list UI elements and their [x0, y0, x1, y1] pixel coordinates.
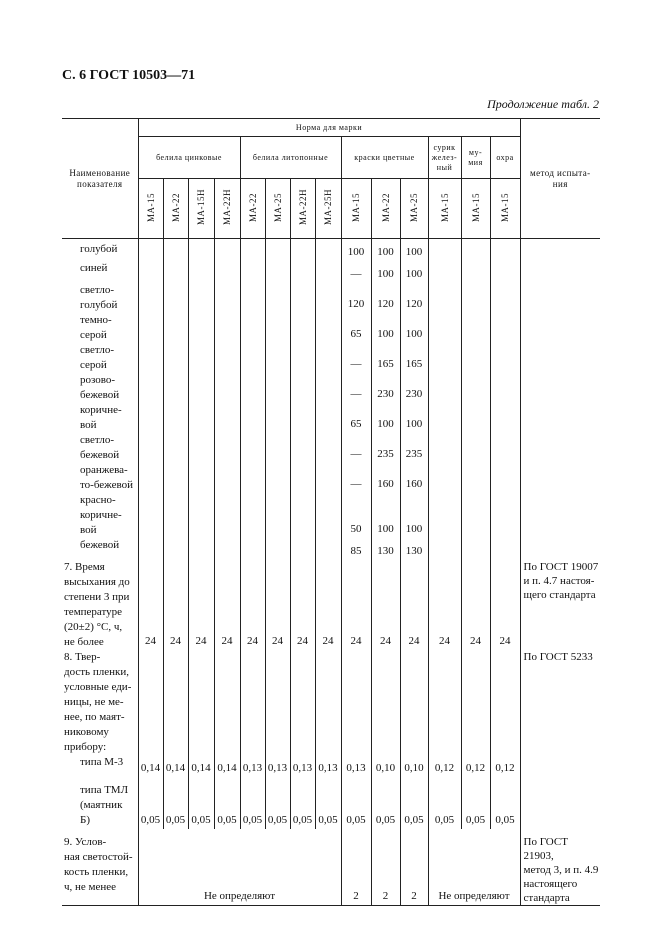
empty-cell	[265, 239, 290, 261]
table-cell: 24	[341, 560, 371, 650]
indicator-name: типа ТМЛ (маятник Б)	[80, 783, 129, 826]
table-cell: 24	[163, 560, 188, 650]
table-cell: 0,13	[290, 755, 315, 777]
empty-cell	[163, 538, 188, 560]
table-cell: 0,14	[163, 755, 188, 777]
test-method: По ГОСТ 21903, метод 3, и п. 4.9 настоящего стандарта	[520, 829, 600, 906]
empty-cell	[163, 239, 188, 261]
table-cell: 24	[371, 560, 400, 650]
empty-cell	[138, 403, 163, 433]
test-method-header: метод испыта- ния	[520, 119, 600, 239]
empty-cell	[428, 538, 461, 560]
table-cell: 0,12	[490, 755, 520, 777]
empty-cell	[315, 493, 341, 538]
not-determined-cell: Не определяют	[138, 829, 341, 906]
group-mummy: му- мия	[461, 137, 490, 179]
table-cell: 120	[341, 283, 371, 313]
empty-cell	[188, 493, 214, 538]
table-cell: 0,05	[400, 777, 428, 829]
empty-cell	[163, 283, 188, 313]
table-cell: 24	[240, 560, 265, 650]
group-lithopone-white: белила литопонные	[240, 137, 341, 179]
test-method	[520, 343, 600, 373]
norms-table	[62, 118, 600, 906]
table-cell: 24	[400, 560, 428, 650]
table-cell: 24	[490, 560, 520, 650]
empty-cell	[265, 343, 290, 373]
empty-cell	[138, 538, 163, 560]
empty-cell	[163, 493, 188, 538]
not-determined-cell: Не определяют	[428, 829, 520, 906]
empty-cell	[240, 239, 265, 261]
table-cell: 165	[371, 343, 400, 373]
indicator-name: розово- бежевой	[80, 373, 120, 401]
table-cell: 100	[371, 403, 400, 433]
table-cell: 120	[400, 283, 428, 313]
empty-cell	[315, 403, 341, 433]
empty-cell	[138, 283, 163, 313]
empty-cell	[188, 239, 214, 261]
table-continuation-caption: Продолжение табл. 2	[487, 97, 599, 111]
empty-cell	[290, 343, 315, 373]
table-cell: 100	[400, 239, 428, 261]
empty-cell	[265, 493, 290, 538]
table-cell: 100	[400, 261, 428, 283]
empty-cell	[428, 493, 461, 538]
table-cell: 0,13	[240, 755, 265, 777]
empty-cell	[428, 239, 461, 261]
group-zinc-white: белила цинковые	[138, 137, 240, 179]
empty-cell	[490, 261, 520, 283]
empty-cell	[428, 343, 461, 373]
empty-cell	[490, 239, 520, 261]
empty-cell	[188, 373, 214, 403]
empty-cell	[265, 463, 290, 493]
empty-cell	[428, 313, 461, 343]
empty-cell	[240, 373, 265, 403]
mark-header: МА-22	[163, 179, 188, 239]
empty-cell	[461, 283, 490, 313]
table-cell: 0,14	[188, 755, 214, 777]
empty-cell	[315, 239, 341, 261]
test-method	[520, 239, 600, 261]
empty-cell	[163, 403, 188, 433]
table-cell: 235	[400, 433, 428, 463]
table-cell: 0,05	[428, 777, 461, 829]
empty-cell	[315, 650, 341, 755]
table-cell: 100	[400, 313, 428, 343]
empty-cell	[461, 313, 490, 343]
empty-cell	[400, 650, 428, 755]
empty-cell	[163, 433, 188, 463]
test-method	[520, 313, 600, 343]
indicator-name: 8. Твер- дость пленки, условные еди- ницы, не ме- нее, по маят- никовому прибору:	[64, 650, 132, 753]
empty-cell	[315, 343, 341, 373]
table-cell: 24	[188, 560, 214, 650]
mark-header: МА-22	[240, 179, 265, 239]
empty-cell	[240, 493, 265, 538]
empty-cell	[265, 373, 290, 403]
empty-cell	[188, 261, 214, 283]
empty-cell	[315, 433, 341, 463]
table-cell: 2	[400, 829, 428, 906]
table-cell: 120	[371, 283, 400, 313]
table-cell: 2	[341, 829, 371, 906]
table-cell: 130	[400, 538, 428, 560]
table-cell: 0,12	[461, 755, 490, 777]
mark-header: МА-15	[341, 179, 371, 239]
table-cell: 0,05	[214, 777, 240, 829]
indicator-name: 7. Время высыхания до степени 3 при температуре (20±2) °С, ч, не более	[64, 560, 130, 648]
empty-cell	[461, 261, 490, 283]
group-red-iron-oxide: сурик желез- ный	[428, 137, 461, 179]
empty-cell	[188, 650, 214, 755]
empty-cell	[265, 650, 290, 755]
empty-cell	[428, 650, 461, 755]
test-method	[520, 403, 600, 433]
table-cell: 50	[341, 493, 371, 538]
empty-cell	[490, 650, 520, 755]
indicator-name: темно- серой	[80, 313, 112, 341]
empty-cell	[240, 343, 265, 373]
mark-header: МА-25	[265, 179, 290, 239]
table-cell: 230	[400, 373, 428, 403]
group-ochre: охра	[490, 137, 520, 179]
test-method	[520, 777, 600, 829]
empty-cell	[290, 373, 315, 403]
test-method	[520, 463, 600, 493]
empty-cell	[490, 373, 520, 403]
empty-cell	[138, 650, 163, 755]
empty-cell	[428, 373, 461, 403]
empty-cell	[188, 283, 214, 313]
empty-cell	[163, 343, 188, 373]
table-cell: 235	[371, 433, 400, 463]
table-cell: 65	[341, 313, 371, 343]
empty-cell	[138, 239, 163, 261]
empty-cell	[214, 493, 240, 538]
table-cell: 100	[400, 403, 428, 433]
indicator-name: светло- голубой	[80, 283, 118, 311]
table-cell: 0,05	[265, 777, 290, 829]
table-cell: 24	[428, 560, 461, 650]
empty-cell	[290, 313, 315, 343]
empty-cell	[490, 538, 520, 560]
table-cell: 2	[371, 829, 400, 906]
empty-cell	[490, 313, 520, 343]
test-method: По ГОСТ 5233	[520, 650, 600, 755]
table-cell: 0,05	[341, 777, 371, 829]
empty-cell	[461, 343, 490, 373]
table-cell: 0,05	[240, 777, 265, 829]
empty-cell	[490, 283, 520, 313]
table-cell: 24	[214, 560, 240, 650]
empty-cell	[315, 463, 341, 493]
table-cell: 160	[400, 463, 428, 493]
mark-header: МА-15	[138, 179, 163, 239]
empty-cell	[461, 463, 490, 493]
empty-cell	[371, 650, 400, 755]
mark-header: МА-22Н	[214, 179, 240, 239]
empty-cell	[240, 313, 265, 343]
table-cell: 65	[341, 403, 371, 433]
mark-header: МА-15	[428, 179, 461, 239]
empty-cell	[138, 433, 163, 463]
empty-cell	[265, 433, 290, 463]
indicator-name: синей	[80, 261, 108, 274]
mark-header: МА-15	[490, 179, 520, 239]
empty-cell	[265, 403, 290, 433]
empty-cell	[188, 538, 214, 560]
empty-cell	[341, 650, 371, 755]
empty-cell	[315, 261, 341, 283]
norm-header: Норма для марки	[138, 119, 520, 137]
mark-header: МА-15	[461, 179, 490, 239]
table-cell: —	[341, 343, 371, 373]
table-cell: 0,05	[188, 777, 214, 829]
indicator-name: бежевой	[80, 538, 120, 551]
indicator-name: коричне- вой	[80, 403, 122, 431]
table-cell: 165	[400, 343, 428, 373]
table-cell: 0,05	[315, 777, 341, 829]
table-cell: 0,05	[461, 777, 490, 829]
empty-cell	[240, 403, 265, 433]
empty-cell	[138, 373, 163, 403]
empty-cell	[163, 261, 188, 283]
empty-cell	[214, 538, 240, 560]
empty-cell	[290, 650, 315, 755]
empty-cell	[315, 313, 341, 343]
empty-cell	[214, 313, 240, 343]
empty-cell	[265, 283, 290, 313]
empty-cell	[138, 343, 163, 373]
table-cell: 0,05	[290, 777, 315, 829]
table-cell: 24	[315, 560, 341, 650]
indicator-name: оранжева- то-бежевой	[80, 463, 134, 491]
empty-cell	[138, 463, 163, 493]
table-cell: 0,05	[371, 777, 400, 829]
table-cell: 100	[341, 239, 371, 261]
mark-header: МА-22	[371, 179, 400, 239]
empty-cell	[138, 493, 163, 538]
table-cell: 0,14	[138, 755, 163, 777]
mark-header: МА-25	[400, 179, 428, 239]
mark-header: МА-25Н	[315, 179, 341, 239]
test-method	[520, 283, 600, 313]
table-cell: 230	[371, 373, 400, 403]
empty-cell	[490, 403, 520, 433]
table-cell: 0,12	[428, 755, 461, 777]
empty-cell	[315, 283, 341, 313]
empty-cell	[240, 261, 265, 283]
empty-cell	[490, 493, 520, 538]
empty-cell	[315, 373, 341, 403]
table-cell: 100	[371, 493, 400, 538]
empty-cell	[428, 403, 461, 433]
empty-cell	[290, 403, 315, 433]
table-cell: 0,05	[138, 777, 163, 829]
mark-header: МА-15Н	[188, 179, 214, 239]
table-cell: 100	[371, 261, 400, 283]
table-cell: 0,13	[315, 755, 341, 777]
indicator-name: светло- серой	[80, 343, 115, 371]
empty-cell	[240, 433, 265, 463]
table-cell: 0,13	[265, 755, 290, 777]
table-cell: 0,14	[214, 755, 240, 777]
empty-cell	[290, 433, 315, 463]
empty-cell	[138, 313, 163, 343]
empty-cell	[290, 493, 315, 538]
indicator-name: голубой	[80, 243, 118, 255]
empty-cell	[240, 650, 265, 755]
table-cell: 100	[400, 493, 428, 538]
empty-cell	[188, 343, 214, 373]
empty-cell	[188, 313, 214, 343]
empty-cell	[428, 261, 461, 283]
empty-cell	[214, 373, 240, 403]
indicator-name-header: Наименование показателя	[62, 119, 138, 239]
empty-cell	[290, 463, 315, 493]
indicator-name: типа М-3	[80, 755, 124, 768]
empty-cell	[461, 538, 490, 560]
table-cell: 100	[371, 239, 400, 261]
test-method	[520, 493, 600, 538]
empty-cell	[490, 433, 520, 463]
empty-cell	[461, 239, 490, 261]
empty-cell	[163, 373, 188, 403]
empty-cell	[265, 313, 290, 343]
empty-cell	[163, 463, 188, 493]
table-cell: —	[341, 463, 371, 493]
test-method	[520, 433, 600, 463]
empty-cell	[461, 403, 490, 433]
test-method	[520, 755, 600, 777]
empty-cell	[188, 433, 214, 463]
empty-cell	[428, 433, 461, 463]
table-cell: 0,13	[341, 755, 371, 777]
test-method: По ГОСТ 19007 и п. 4.7 настоя- щего стандарта	[520, 560, 600, 650]
table-cell: 160	[371, 463, 400, 493]
empty-cell	[265, 538, 290, 560]
empty-cell	[428, 463, 461, 493]
empty-cell	[214, 261, 240, 283]
empty-cell	[163, 313, 188, 343]
mark-header: МА-22Н	[290, 179, 315, 239]
table-cell: 24	[265, 560, 290, 650]
table-cell: 0,05	[163, 777, 188, 829]
table-cell: 24	[290, 560, 315, 650]
empty-cell	[240, 538, 265, 560]
empty-cell	[240, 463, 265, 493]
table-cell: —	[341, 373, 371, 403]
table-cell: 24	[461, 560, 490, 650]
empty-cell	[428, 283, 461, 313]
table-cell: —	[341, 261, 371, 283]
empty-cell	[214, 343, 240, 373]
table-cell: —	[341, 433, 371, 463]
empty-cell	[461, 650, 490, 755]
empty-cell	[461, 433, 490, 463]
empty-cell	[214, 403, 240, 433]
table-cell: 130	[371, 538, 400, 560]
empty-cell	[490, 343, 520, 373]
empty-cell	[240, 283, 265, 313]
table-cell: 85	[341, 538, 371, 560]
test-method	[520, 538, 600, 560]
empty-cell	[214, 433, 240, 463]
empty-cell	[290, 261, 315, 283]
indicator-name: светло- бежевой	[80, 433, 120, 461]
empty-cell	[188, 403, 214, 433]
table-cell: 24	[138, 560, 163, 650]
empty-cell	[290, 239, 315, 261]
empty-cell	[214, 650, 240, 755]
empty-cell	[188, 463, 214, 493]
empty-cell	[163, 650, 188, 755]
empty-cell	[461, 493, 490, 538]
empty-cell	[214, 239, 240, 261]
indicator-name: 9. Услов- ная светостой- кость пленки, ч, не менее	[62, 829, 138, 906]
empty-cell	[214, 283, 240, 313]
empty-cell	[290, 538, 315, 560]
empty-cell	[138, 261, 163, 283]
empty-cell	[265, 261, 290, 283]
group-colored-paints: краски цветные	[341, 137, 428, 179]
table-cell: 100	[371, 313, 400, 343]
test-method	[520, 373, 600, 403]
indicator-name: красно- коричне- вой	[80, 493, 122, 536]
empty-cell	[490, 463, 520, 493]
table-cell: 0,10	[400, 755, 428, 777]
empty-cell	[290, 283, 315, 313]
empty-cell	[461, 373, 490, 403]
empty-cell	[214, 463, 240, 493]
empty-cell	[315, 538, 341, 560]
table-cell: 0,10	[371, 755, 400, 777]
page-header: С. 6 ГОСТ 10503—71	[62, 68, 196, 83]
test-method	[520, 261, 600, 283]
table-cell: 0,05	[490, 777, 520, 829]
